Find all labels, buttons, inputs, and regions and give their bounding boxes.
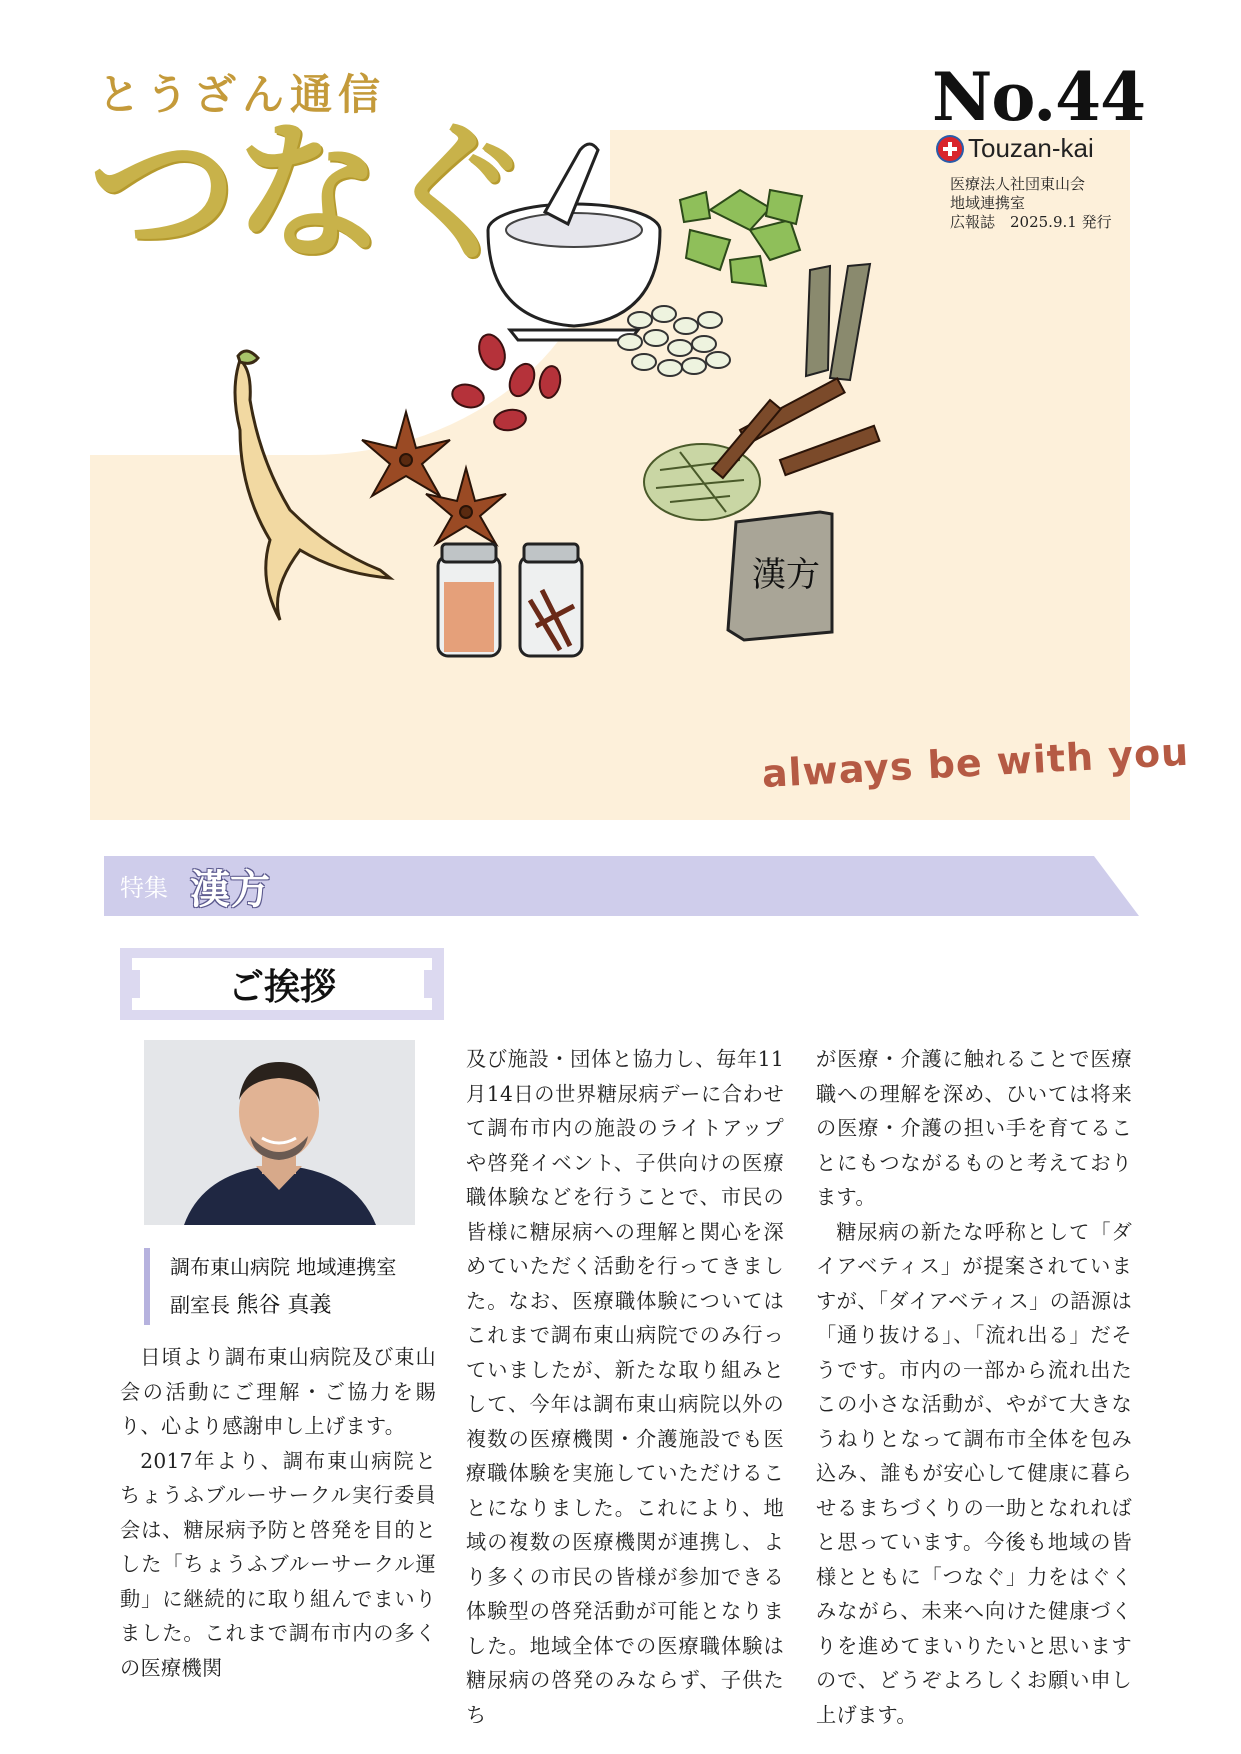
tagline: always be with you (760, 729, 1191, 796)
author-block (144, 1248, 396, 1325)
medical-cross-icon (938, 137, 962, 161)
article-column-3 (816, 1042, 1132, 1732)
author-portrait-icon (144, 1040, 415, 1225)
greeting-title: ご挨拶 (227, 966, 336, 1008)
feature-label: 特集 (120, 874, 168, 902)
publication-date: 広報誌 2025.9.1 発行 (950, 213, 1112, 231)
greeting-heading-inner (132, 958, 432, 1010)
author-line (170, 1286, 396, 1325)
herb-leaves-icon (680, 190, 802, 286)
article-paragraph: 日頃より調布東山病院及び東山会の活動にご理解・ご協力を賜り、心より感謝申し上げます。 (120, 1345, 436, 1438)
greeting-heading-box (120, 948, 444, 1020)
publication-info (950, 175, 1112, 232)
star-anise-icon (362, 412, 506, 544)
author-role: 副室長 (170, 1293, 230, 1317)
article-paragraph: 2017年より、調布東山病院とちょうふブルーサークル実行委員会は、糖尿病予防と啓発を目的とした「ちょうふブルーサークル運動」に継続的に取り組んでまいりました。これまで調布市内の多くの医療機関 (120, 1448, 436, 1680)
org-name-en: Touzan-kai (968, 133, 1094, 163)
herb-jar-icon (438, 544, 500, 656)
article-column-1 (120, 1340, 436, 1685)
seeds-icon (618, 306, 730, 376)
issue-number: No.44 (932, 58, 1146, 136)
department: 地域連携室 (950, 194, 1026, 212)
article-paragraph: 及び施設・団体と協力し、毎年11月14日の世界糖尿病デーに合わせて調布市内の施設のライトアップや啓発イベント、子供向けの医療職体験などを行うことで、市民の皆様に糖尿病への理解と関心を深めていただく活動を行ってきました。なお、医療職体験についてはこれまで調布東山病院でのみ行っていましたが、新たな取り組みとして、今年は調布東山病院以外の複数の医療機関・介護施設でも医療職体験を実施していただけることになりました。これにより、地域の複数の医療機関が連携し、より多くの市民の皆様が参加できる体験型の啓発活動が可能となりました。地域全体での医療職体験は糖尿病の啓発のみならず、子供たち (466, 1047, 784, 1727)
ginseng-root-icon (235, 351, 390, 620)
article-paragraph: が医療・介護に触れることで医療職への理解を深め、ひいては将来の医療・介護の担い手を育てることにもつながるものと考えております。 (816, 1047, 1132, 1209)
author-name: 熊谷 真義 (236, 1293, 332, 1318)
article-column-2 (466, 1042, 784, 1732)
author-photo (144, 1040, 415, 1225)
herb-jar-icon (520, 544, 582, 656)
package-label: 漢方 (752, 555, 820, 595)
author-department: 調布東山病院 地域連携室 (170, 1255, 397, 1279)
org-logo (938, 133, 1094, 164)
article-paragraph: 糖尿病の新たな呼称として「ダイアベティス」が提案されていますが、「ダイアベティス」の語源は「通り抜ける」、「流れ出る」だそうです。市内の一部から流れ出たこの小さな活動が、やがて大きなうねりとなって調布市全体を包み込み、誰もが安心して健康に暮らせるまちづくりの一助となれればと思っています。今後も地域の皆様とともに「つなぐ」力をはぐくみながら、未来へ向けた健康づくりを進めてまいりたいと思いますので、どうぞよろしくお願い申し上げます。 (816, 1219, 1132, 1727)
feature-topic: 漢方 (190, 866, 270, 913)
org-name: 医療法人社団東山会 (950, 175, 1086, 193)
goji-berries-icon (450, 331, 563, 433)
newsletter-title: つなぐ (88, 105, 527, 281)
series-title: とうざん通信 (98, 70, 387, 119)
bark-strips-icon (806, 264, 870, 380)
